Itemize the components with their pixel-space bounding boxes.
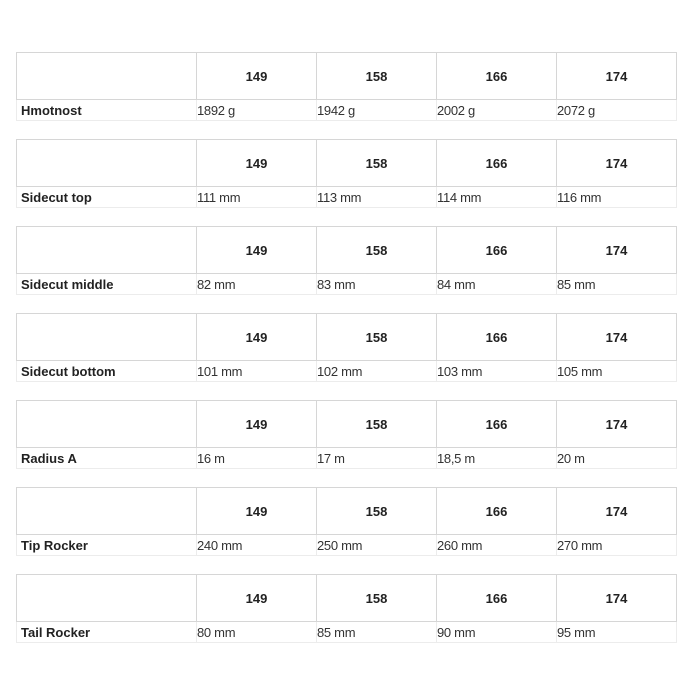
spec-label: Sidecut bottom: [17, 361, 197, 382]
spec-table-tail-rocker: [16, 574, 677, 643]
header-corner-cell: [17, 488, 197, 535]
size-header-cell: 158: [317, 314, 437, 361]
size-header-cell: 166: [437, 575, 557, 622]
spec-table-sidecut-bottom: [16, 313, 677, 382]
spec-value: 113 mm: [317, 187, 437, 208]
spec-value: 114 mm: [437, 187, 557, 208]
spec-row: [17, 274, 677, 295]
size-header-cell: 166: [437, 140, 557, 187]
spec-row: [17, 187, 677, 208]
spec-row: [17, 622, 677, 643]
size-header-cell: 149: [197, 227, 317, 274]
size-header-cell: 149: [197, 140, 317, 187]
size-header-row: [17, 401, 677, 448]
spec-label: Radius A: [17, 448, 197, 469]
size-header-cell: 149: [197, 314, 317, 361]
size-header-cell: 166: [437, 314, 557, 361]
spec-value: 95 mm: [557, 622, 677, 643]
spec-value: 17 m: [317, 448, 437, 469]
spec-label: Sidecut top: [17, 187, 197, 208]
size-header-cell: 149: [197, 53, 317, 100]
spec-value: 82 mm: [197, 274, 317, 295]
size-header-cell: 158: [317, 227, 437, 274]
size-header-cell: 166: [437, 401, 557, 448]
header-corner-cell: [17, 140, 197, 187]
header-corner-cell: [17, 314, 197, 361]
size-header-cell: 166: [437, 53, 557, 100]
size-header-cell: 174: [557, 227, 677, 274]
spec-value: 101 mm: [197, 361, 317, 382]
spec-table-weight: [16, 52, 677, 121]
size-header-cell: 174: [557, 53, 677, 100]
spec-value: 16 m: [197, 448, 317, 469]
size-header-row: [17, 53, 677, 100]
size-header-cell: 158: [317, 575, 437, 622]
spec-value: 111 mm: [197, 187, 317, 208]
spec-table-sidecut-top: [16, 139, 677, 208]
spec-row: [17, 100, 677, 121]
size-header-cell: 174: [557, 314, 677, 361]
spec-label: Hmotnost: [17, 100, 197, 121]
spec-value: 102 mm: [317, 361, 437, 382]
size-header-cell: 166: [437, 227, 557, 274]
spec-value: 83 mm: [317, 274, 437, 295]
spec-label: Sidecut middle: [17, 274, 197, 295]
size-header-cell: 149: [197, 488, 317, 535]
size-header-row: [17, 314, 677, 361]
size-header-cell: 158: [317, 488, 437, 535]
size-header-cell: 158: [317, 53, 437, 100]
spec-value: 85 mm: [557, 274, 677, 295]
size-header-row: [17, 140, 677, 187]
spec-value: 105 mm: [557, 361, 677, 382]
spec-value: 103 mm: [437, 361, 557, 382]
spec-value: 270 mm: [557, 535, 677, 556]
size-header-cell: 149: [197, 401, 317, 448]
size-header-cell: 158: [317, 140, 437, 187]
spec-row: [17, 361, 677, 382]
spec-value: 85 mm: [317, 622, 437, 643]
spec-value: 80 mm: [197, 622, 317, 643]
spec-table-sidecut-middle: [16, 226, 677, 295]
spec-value: 20 m: [557, 448, 677, 469]
size-header-cell: 149: [197, 575, 317, 622]
spec-value: 84 mm: [437, 274, 557, 295]
header-corner-cell: [17, 575, 197, 622]
size-header-row: [17, 227, 677, 274]
size-header-cell: 166: [437, 488, 557, 535]
spec-value: 2072 g: [557, 100, 677, 121]
size-header-row: [17, 575, 677, 622]
size-header-cell: 174: [557, 575, 677, 622]
spec-value: 18,5 m: [437, 448, 557, 469]
size-header-row: [17, 488, 677, 535]
spec-table-radius: [16, 400, 677, 469]
spec-value: 116 mm: [557, 187, 677, 208]
size-header-cell: 174: [557, 488, 677, 535]
spec-row: [17, 448, 677, 469]
size-header-cell: 174: [557, 140, 677, 187]
spec-value: 250 mm: [317, 535, 437, 556]
size-header-cell: 174: [557, 401, 677, 448]
spec-label: Tip Rocker: [17, 535, 197, 556]
size-header-cell: 158: [317, 401, 437, 448]
spec-value: 240 mm: [197, 535, 317, 556]
spec-value: 90 mm: [437, 622, 557, 643]
spec-table-tip-rocker: [16, 487, 677, 556]
header-corner-cell: [17, 53, 197, 100]
header-corner-cell: [17, 227, 197, 274]
spec-row: [17, 535, 677, 556]
spec-value: 2002 g: [437, 100, 557, 121]
spec-value: 1942 g: [317, 100, 437, 121]
spec-value: 1892 g: [197, 100, 317, 121]
header-corner-cell: [17, 401, 197, 448]
spec-label: Tail Rocker: [17, 622, 197, 643]
spec-value: 260 mm: [437, 535, 557, 556]
